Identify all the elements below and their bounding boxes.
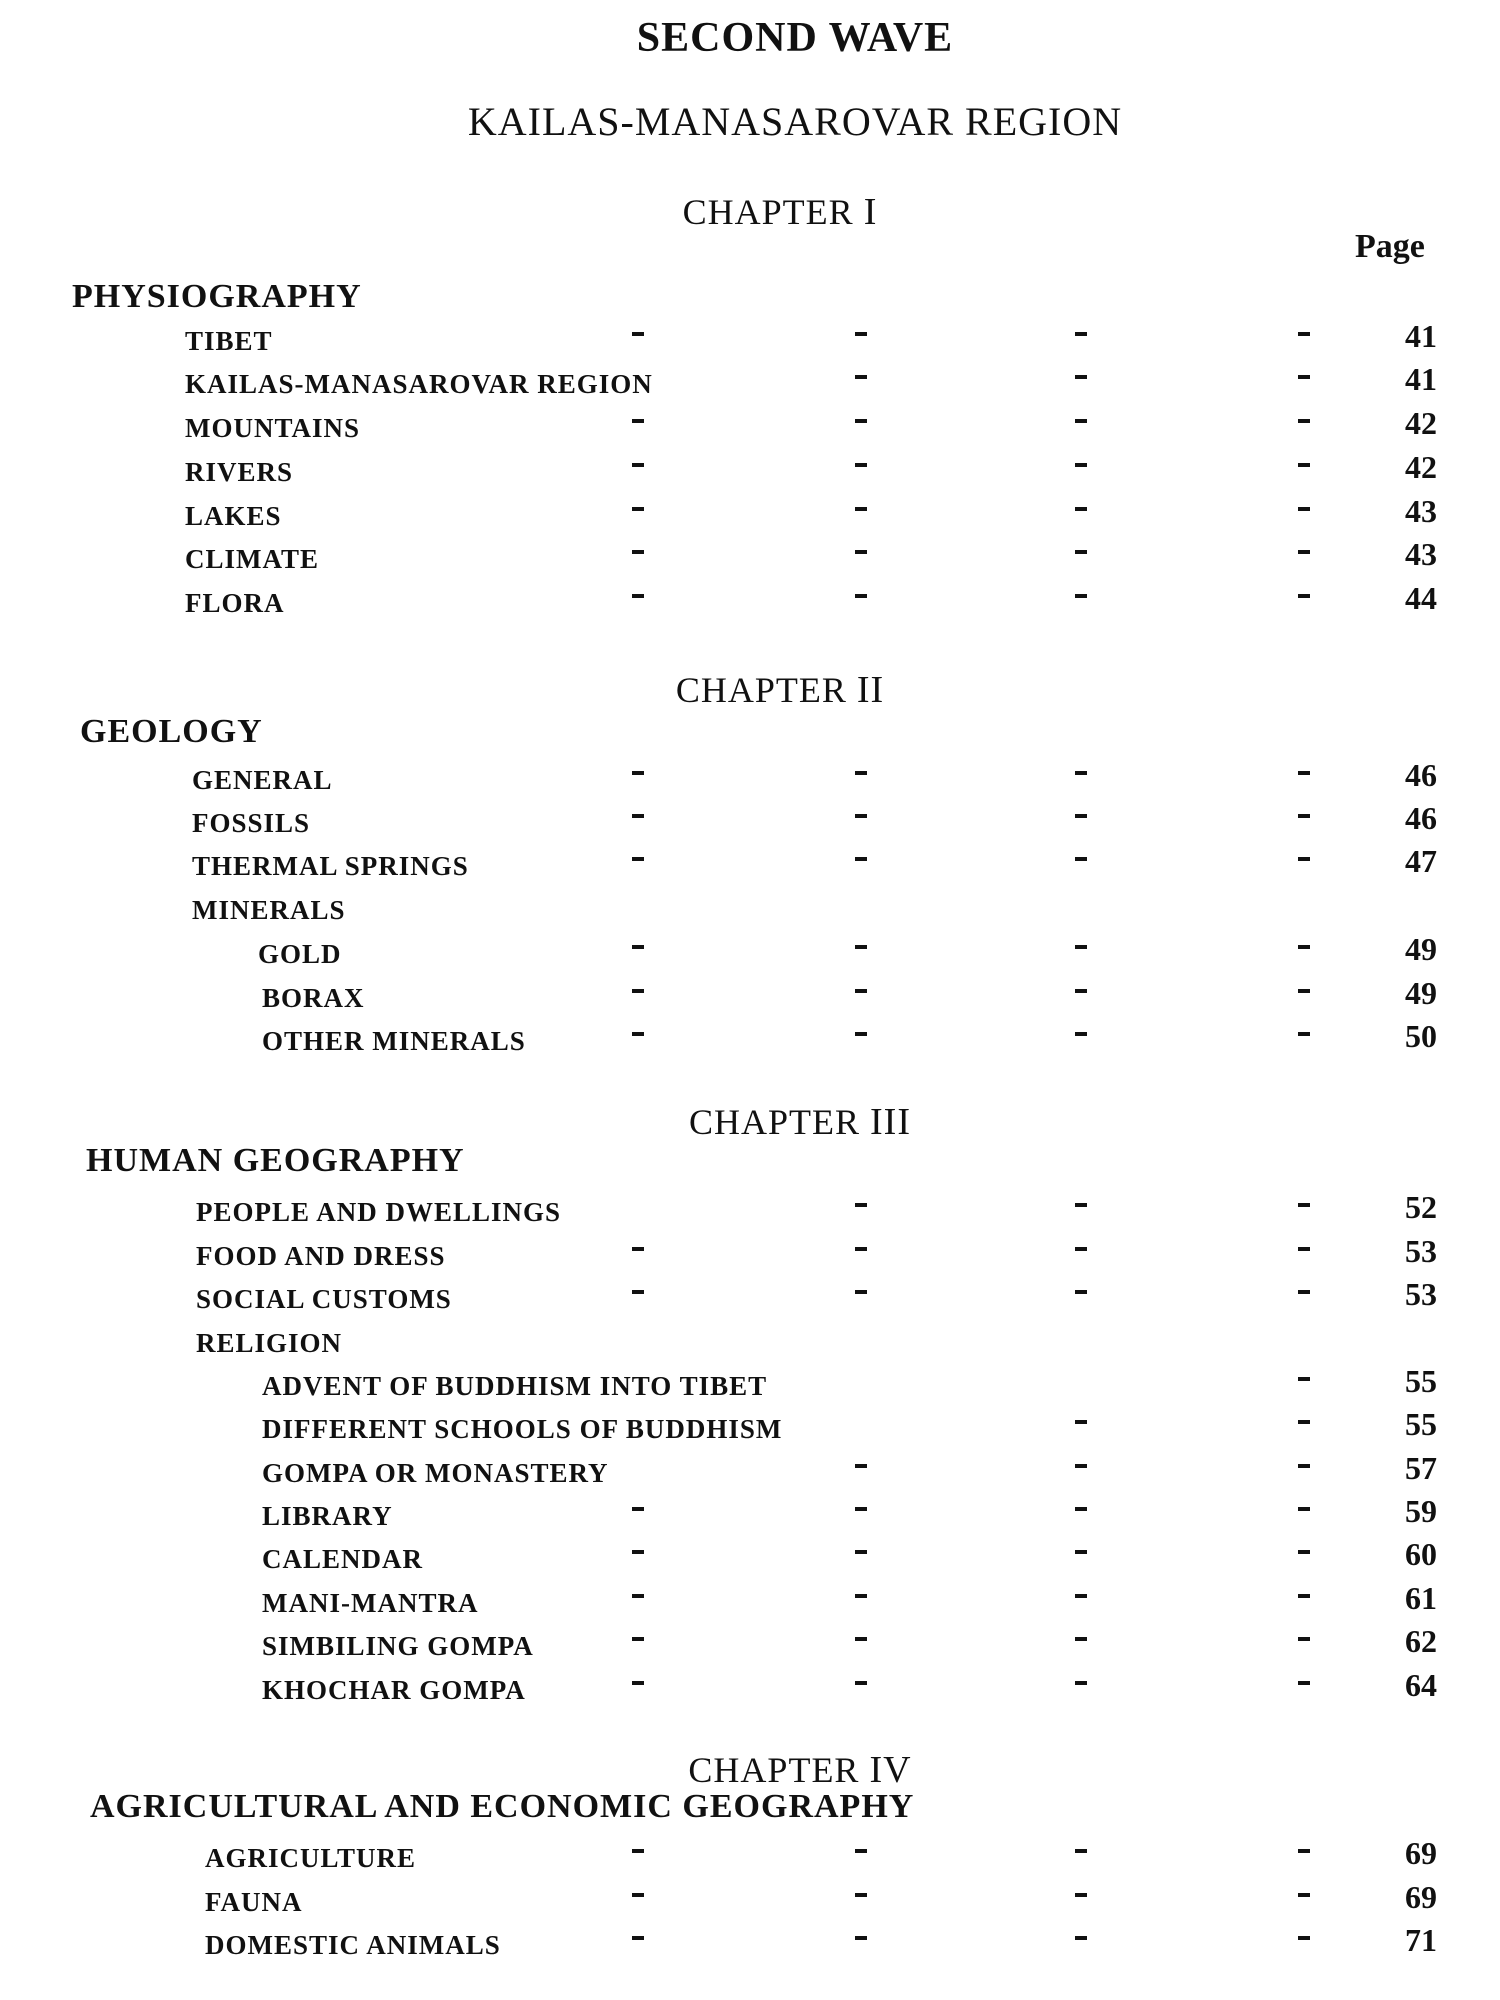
entry-page-number: 49	[1405, 975, 1437, 1011]
leader-dash	[1075, 1594, 1087, 1598]
entry-label: PEOPLE AND DWELLINGS	[196, 1197, 562, 1227]
leader-dash	[855, 1550, 867, 1554]
leader-dash	[1298, 945, 1310, 949]
leader-dash	[1298, 594, 1310, 598]
leader-dash	[855, 507, 867, 511]
leader-dash	[1298, 1507, 1310, 1511]
entry-page-number: 53	[1405, 1233, 1437, 1269]
toc-entry	[0, 536, 1500, 580]
page-column-label: Page	[1355, 228, 1425, 265]
entry-label: FAUNA	[205, 1887, 303, 1917]
entry-label: AGRICULTURE	[205, 1843, 417, 1873]
leader-dash	[1075, 419, 1087, 423]
leader-dash	[855, 945, 867, 949]
entry-page-number: 61	[1405, 1580, 1437, 1616]
entry-page-number: 55	[1405, 1363, 1437, 1399]
toc-entry	[0, 1450, 1500, 1494]
leader-dash	[1298, 814, 1310, 818]
leader-dash	[855, 1464, 867, 1468]
entry-label: CLIMATE	[185, 544, 320, 574]
leader-dash	[1298, 1203, 1310, 1207]
leader-dash	[1075, 1507, 1087, 1511]
entry-label: OTHER MINERALS	[262, 1026, 526, 1056]
leader-dash	[855, 1290, 867, 1294]
entry-label: SOCIAL CUSTOMS	[196, 1284, 452, 1314]
entry-page-number: 52	[1405, 1189, 1437, 1225]
entry-label: THERMAL SPRINGS	[192, 851, 469, 881]
entry-page-number: 60	[1405, 1536, 1437, 1572]
entry-label: MOUNTAINS	[185, 413, 361, 443]
leader-dash	[1298, 419, 1310, 423]
entry-page-number: 53	[1405, 1276, 1437, 1312]
entry-page-number: 50	[1405, 1018, 1437, 1054]
entry-label: BORAX	[262, 983, 365, 1013]
leader-dash	[1075, 814, 1087, 818]
leader-dash	[855, 1681, 867, 1685]
leader-dash	[855, 1247, 867, 1251]
entry-label: MANI-MANTRA	[262, 1588, 479, 1618]
entry-label: KHOCHAR GOMPA	[262, 1675, 526, 1705]
leader-dash	[1075, 1290, 1087, 1294]
leader-dash	[1075, 771, 1087, 775]
leader-dash	[632, 1247, 644, 1251]
leader-dash	[1298, 989, 1310, 993]
toc-entry	[0, 1363, 1500, 1407]
leader-dash	[632, 1893, 644, 1897]
leader-dash	[1075, 1464, 1087, 1468]
leader-dash	[632, 771, 644, 775]
toc-entry	[0, 1406, 1500, 1450]
leader-dash	[632, 989, 644, 993]
page-subtitle: KAILAS-MANASAROVAR REGION	[467, 99, 1123, 144]
leader-dash	[855, 375, 867, 379]
entry-label: RELIGION	[196, 1328, 343, 1358]
leader-dash	[1298, 550, 1310, 554]
leader-dash	[855, 1893, 867, 1897]
toc-entry	[0, 361, 1500, 405]
leader-dash	[1298, 771, 1310, 775]
leader-dash	[1298, 1594, 1310, 1598]
entry-label: CALENDAR	[262, 1544, 424, 1574]
chapter-number: IV	[869, 1749, 912, 1791]
leader-dash	[855, 594, 867, 598]
leader-dash	[855, 463, 867, 467]
leader-dash	[1298, 332, 1310, 336]
leader-dash	[1298, 463, 1310, 467]
entry-label: TIBET	[185, 326, 273, 356]
leader-dash	[855, 1936, 867, 1940]
entry-label: LIBRARY	[262, 1501, 393, 1531]
entry-label: LAKES	[185, 501, 282, 531]
toc-entry	[0, 757, 1500, 801]
entry-label: GOMPA OR MONASTERY	[262, 1458, 609, 1488]
entry-page-number: 44	[1405, 580, 1437, 616]
leader-dash	[1298, 1936, 1310, 1940]
leader-dash	[1075, 1681, 1087, 1685]
toc-entry	[0, 1922, 1500, 1966]
leader-dash	[632, 550, 644, 554]
leader-dash	[1298, 1893, 1310, 1897]
leader-dash	[1298, 1550, 1310, 1554]
chapter-label: CHAPTER	[689, 1102, 861, 1142]
toc-entry	[0, 843, 1500, 887]
entry-page-number: 41	[1405, 318, 1437, 354]
entry-page-number: 46	[1405, 757, 1437, 793]
entry-label: FLORA	[185, 588, 285, 618]
leader-dash	[1075, 989, 1087, 993]
toc-entry	[0, 1536, 1500, 1580]
toc-entry	[0, 1623, 1500, 1667]
toc-entry	[0, 580, 1500, 624]
entry-page-number: 64	[1405, 1667, 1437, 1703]
leader-dash	[1298, 1032, 1310, 1036]
entry-page-number: 42	[1405, 449, 1437, 485]
leader-dash	[632, 945, 644, 949]
chapter-label: CHAPTER	[675, 670, 847, 710]
leader-dash	[632, 1594, 644, 1598]
section-heading: GEOLOGY	[80, 713, 263, 750]
leader-dash	[1075, 1032, 1087, 1036]
leader-dash	[855, 1637, 867, 1641]
leader-dash	[632, 594, 644, 598]
section-heading: PHYSIOGRAPHY	[72, 278, 362, 315]
entry-label: KAILAS-MANASAROVAR REGION	[185, 369, 653, 399]
leader-dash	[855, 857, 867, 861]
toc-entry	[0, 931, 1500, 975]
leader-dash	[1298, 1681, 1310, 1685]
leader-dash	[632, 463, 644, 467]
entry-label: MINERALS	[192, 895, 346, 925]
leader-dash	[1298, 1637, 1310, 1641]
entry-label: DIFFERENT SCHOOLS OF BUDDHISM	[262, 1414, 783, 1444]
chapter-number: II	[856, 669, 885, 711]
leader-dash	[1075, 1420, 1087, 1424]
leader-dash	[855, 989, 867, 993]
entry-page-number: 43	[1405, 493, 1437, 529]
leader-dash	[632, 1290, 644, 1294]
leader-dash	[855, 550, 867, 554]
toc-entry	[0, 1189, 1500, 1233]
entry-page-number: 71	[1405, 1922, 1437, 1958]
entry-page-number: 59	[1405, 1493, 1437, 1529]
leader-dash	[632, 332, 644, 336]
leader-dash	[855, 332, 867, 336]
leader-dash	[632, 419, 644, 423]
leader-dash	[855, 1203, 867, 1207]
entry-page-number: 42	[1405, 405, 1437, 441]
leader-dash	[632, 857, 644, 861]
leader-dash	[632, 1849, 644, 1853]
toc-entry	[0, 493, 1500, 537]
leader-dash	[1298, 507, 1310, 511]
leader-dash	[1075, 332, 1087, 336]
leader-dash	[632, 1032, 644, 1036]
leader-dash	[632, 1507, 644, 1511]
toc-entry	[0, 800, 1500, 844]
entry-label: SIMBILING GOMPA	[262, 1631, 534, 1661]
leader-dash	[1075, 857, 1087, 861]
leader-dash	[1298, 1290, 1310, 1294]
entry-page-number: 47	[1405, 843, 1437, 879]
entry-label: FOSSILS	[192, 808, 311, 838]
leader-dash	[1075, 507, 1087, 511]
entry-page-number: 43	[1405, 536, 1437, 572]
leader-dash	[1075, 463, 1087, 467]
chapter-label: CHAPTER	[688, 1750, 860, 1790]
entry-page-number: 57	[1405, 1450, 1437, 1486]
toc-entry	[0, 975, 1500, 1019]
entry-label: GENERAL	[192, 765, 333, 795]
leader-dash	[1075, 375, 1087, 379]
leader-dash	[1075, 1893, 1087, 1897]
leader-dash	[855, 1507, 867, 1511]
leader-dash	[1075, 1550, 1087, 1554]
entry-label: RIVERS	[185, 457, 294, 487]
chapter-label: CHAPTER	[682, 192, 854, 232]
chapter-number: III	[870, 1101, 911, 1143]
leader-dash	[855, 814, 867, 818]
leader-dash	[855, 1032, 867, 1036]
leader-dash	[632, 1637, 644, 1641]
leader-dash	[1075, 550, 1087, 554]
entry-page-number: 46	[1405, 800, 1437, 836]
leader-dash	[1298, 1377, 1310, 1381]
toc-entry	[0, 318, 1500, 362]
entry-page-number: 69	[1405, 1835, 1437, 1871]
toc-entry	[0, 405, 1500, 449]
leader-dash	[1075, 1637, 1087, 1641]
leader-dash	[1075, 1203, 1087, 1207]
toc-entry	[0, 887, 1500, 931]
toc-entry	[0, 1835, 1500, 1879]
entry-label: GOLD	[258, 939, 342, 969]
leader-dash	[1075, 1936, 1087, 1940]
leader-dash	[1298, 375, 1310, 379]
toc-entry	[0, 1320, 1500, 1364]
entry-page-number: 55	[1405, 1406, 1437, 1442]
chapter-number: I	[863, 191, 878, 233]
toc-entry	[0, 1879, 1500, 1923]
leader-dash	[1298, 857, 1310, 861]
entry-label: FOOD AND DRESS	[196, 1241, 446, 1271]
leader-dash	[632, 1550, 644, 1554]
section-heading: HUMAN GEOGRAPHY	[86, 1142, 465, 1179]
toc-entry	[0, 449, 1500, 493]
entry-page-number: 69	[1405, 1879, 1437, 1915]
section-heading: AGRICULTURAL AND ECONOMIC GEOGRAPHY	[90, 1788, 915, 1825]
leader-dash	[632, 1681, 644, 1685]
leader-dash	[1298, 1464, 1310, 1468]
leader-dash	[855, 771, 867, 775]
entry-page-number: 62	[1405, 1623, 1437, 1659]
leader-dash	[1298, 1849, 1310, 1853]
leader-dash	[632, 507, 644, 511]
leader-dash	[1075, 1247, 1087, 1251]
leader-dash	[855, 1849, 867, 1853]
entry-label: DOMESTIC ANIMALS	[205, 1930, 501, 1960]
leader-dash	[632, 814, 644, 818]
leader-dash	[1298, 1247, 1310, 1251]
toc-entry	[0, 1667, 1500, 1711]
leader-dash	[1075, 945, 1087, 949]
entry-label: ADVENT OF BUDDHISM INTO TIBET	[262, 1371, 768, 1401]
leader-dash	[1298, 1420, 1310, 1424]
entry-page-number: 49	[1405, 931, 1437, 967]
toc-entry	[0, 1493, 1500, 1537]
toc-entry	[0, 1233, 1500, 1277]
leader-dash	[1075, 1849, 1087, 1853]
leader-dash	[1075, 594, 1087, 598]
entry-page-number: 41	[1405, 361, 1437, 397]
toc-entry	[0, 1018, 1500, 1062]
leader-dash	[855, 419, 867, 423]
toc-entry	[0, 1580, 1500, 1624]
toc-entry	[0, 1276, 1500, 1320]
leader-dash	[855, 1594, 867, 1598]
leader-dash	[632, 1936, 644, 1940]
page-title: SECOND WAVE	[636, 15, 954, 61]
